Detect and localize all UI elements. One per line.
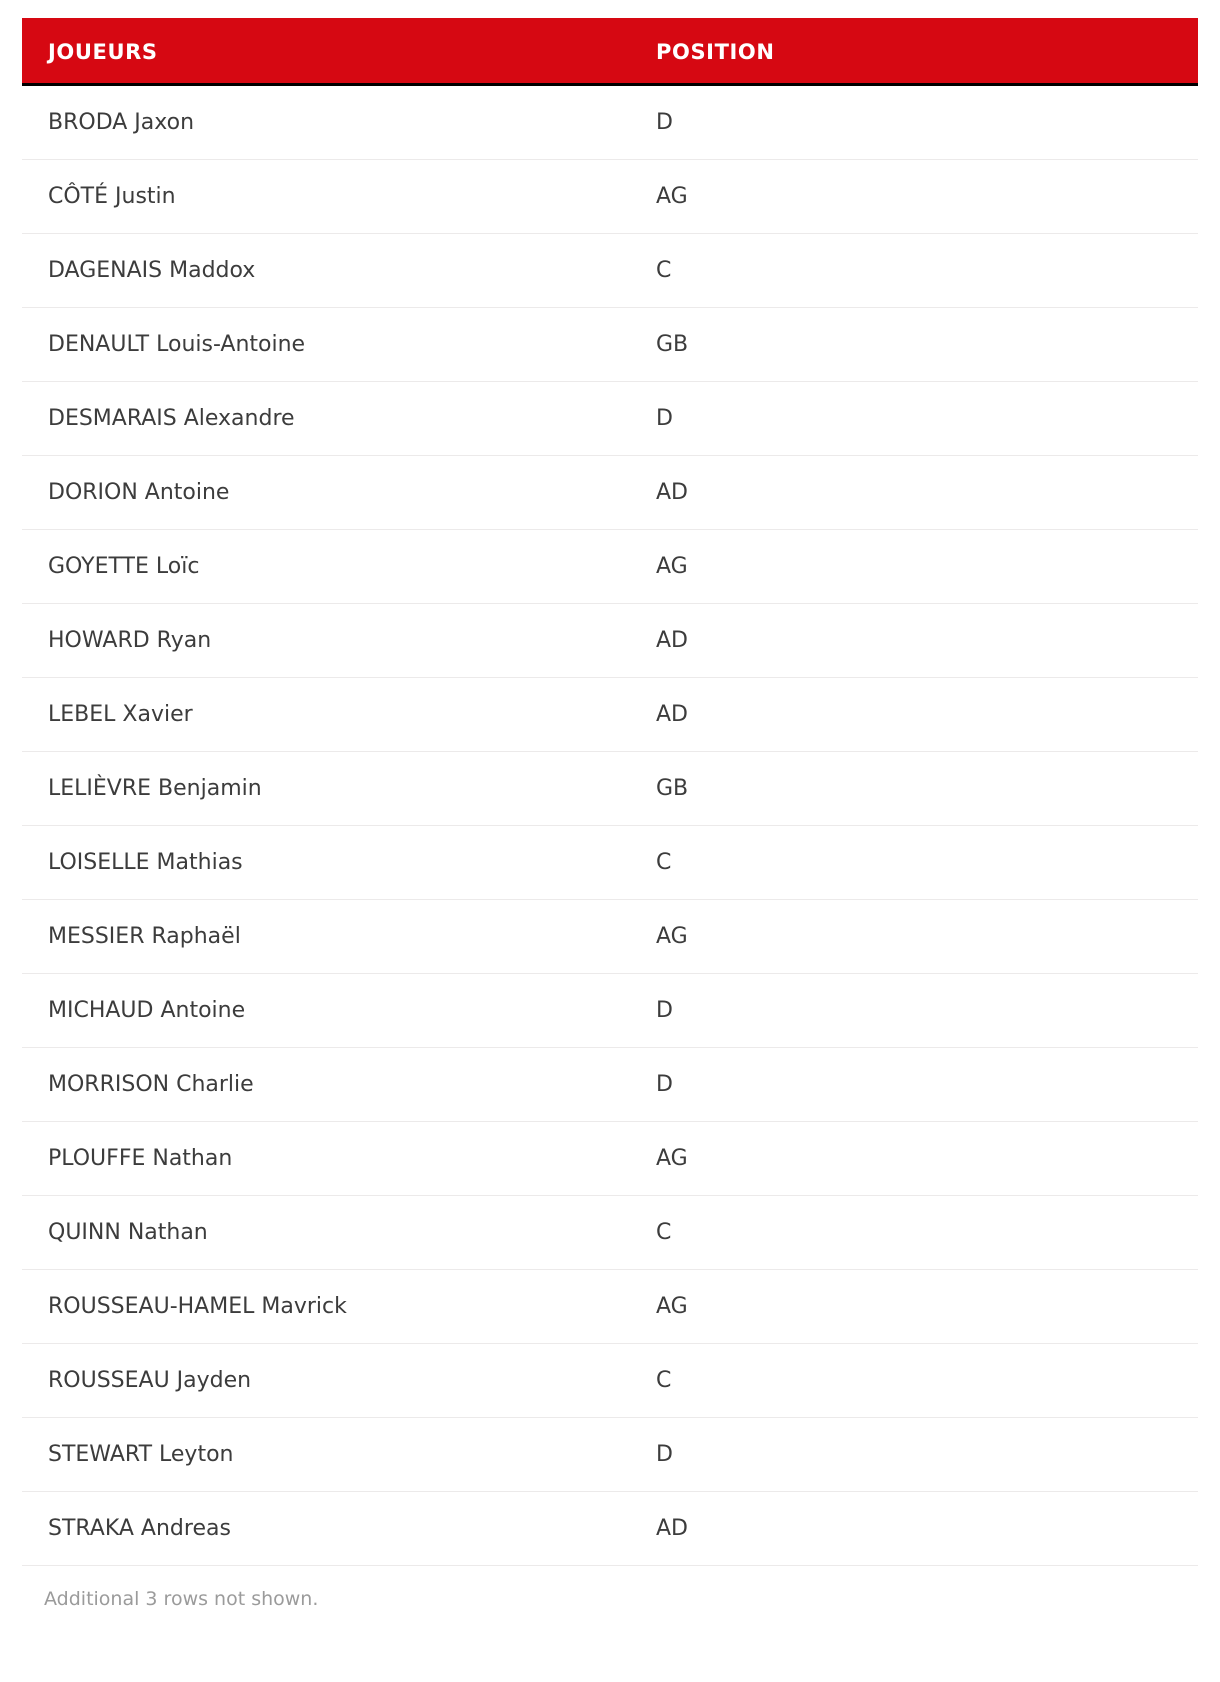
cell-player-position: AD: [648, 604, 1198, 678]
cell-player-name: LEBEL Xavier: [22, 678, 648, 752]
cell-player-name: ROUSSEAU-HAMEL Mavrick: [22, 1270, 648, 1344]
cell-player-position: AD: [648, 456, 1198, 530]
cell-player-name: ROUSSEAU Jayden: [22, 1344, 648, 1418]
table-row: [22, 1492, 1198, 1566]
cell-player-name: QUINN Nathan: [22, 1196, 648, 1270]
table-row: [22, 160, 1198, 234]
table-row: [22, 1122, 1198, 1196]
cell-player-name: DORION Antoine: [22, 456, 648, 530]
cell-player-position: AG: [648, 1122, 1198, 1196]
cell-player-position: D: [648, 974, 1198, 1048]
table-row: [22, 1270, 1198, 1344]
cell-player-name: MORRISON Charlie: [22, 1048, 648, 1122]
cell-player-name: DENAULT Louis-Antoine: [22, 308, 648, 382]
cell-player-name: DAGENAIS Maddox: [22, 234, 648, 308]
cell-player-position: GB: [648, 308, 1198, 382]
table-row: [22, 86, 1198, 160]
cell-player-position: D: [648, 86, 1198, 160]
table-row: [22, 308, 1198, 382]
table-row: [22, 234, 1198, 308]
cell-player-position: C: [648, 1344, 1198, 1418]
table-row: [22, 1418, 1198, 1492]
cell-player-name: HOWARD Ryan: [22, 604, 648, 678]
cell-player-position: GB: [648, 752, 1198, 826]
table-row: [22, 752, 1198, 826]
cell-player-name: DESMARAIS Alexandre: [22, 382, 648, 456]
cell-player-position: C: [648, 1196, 1198, 1270]
table-row: [22, 826, 1198, 900]
table-row: [22, 530, 1198, 604]
table-row: [22, 1048, 1198, 1122]
cell-player-name: PLOUFFE Nathan: [22, 1122, 648, 1196]
cell-player-position: AG: [648, 900, 1198, 974]
cell-player-name: STEWART Leyton: [22, 1418, 648, 1492]
cell-player-name: BRODA Jaxon: [22, 86, 648, 160]
cell-player-name: LELIÈVRE Benjamin: [22, 752, 648, 826]
table-row: [22, 974, 1198, 1048]
table-row: [22, 456, 1198, 530]
table-row: [22, 604, 1198, 678]
cell-player-name: GOYETTE Loïc: [22, 530, 648, 604]
table-row: [22, 382, 1198, 456]
cell-player-position: AG: [648, 530, 1198, 604]
cell-player-name: STRAKA Andreas: [22, 1492, 648, 1566]
table-row: [22, 1344, 1198, 1418]
table-body: [22, 86, 1198, 1566]
cell-player-position: AD: [648, 1492, 1198, 1566]
column-header-position: POSITION: [648, 18, 1198, 86]
cell-player-name: CÔTÉ Justin: [22, 160, 648, 234]
cell-player-position: D: [648, 1048, 1198, 1122]
cell-player-name: MESSIER Raphaël: [22, 900, 648, 974]
cell-player-name: LOISELLE Mathias: [22, 826, 648, 900]
players-table: [22, 18, 1198, 1566]
table-row: [22, 1196, 1198, 1270]
cell-player-position: AG: [648, 160, 1198, 234]
table-row: [22, 900, 1198, 974]
table-header-row: [22, 18, 1198, 86]
cell-player-position: D: [648, 382, 1198, 456]
cell-player-name: MICHAUD Antoine: [22, 974, 648, 1048]
table-header: [22, 18, 1198, 86]
cell-player-position: D: [648, 1418, 1198, 1492]
cell-player-position: C: [648, 826, 1198, 900]
table-row: [22, 678, 1198, 752]
cell-player-position: AD: [648, 678, 1198, 752]
table-footnote: Additional 3 rows not shown.: [44, 1588, 319, 1610]
column-header-players: JOUEURS: [22, 18, 648, 86]
cell-player-position: C: [648, 234, 1198, 308]
cell-player-position: AG: [648, 1270, 1198, 1344]
